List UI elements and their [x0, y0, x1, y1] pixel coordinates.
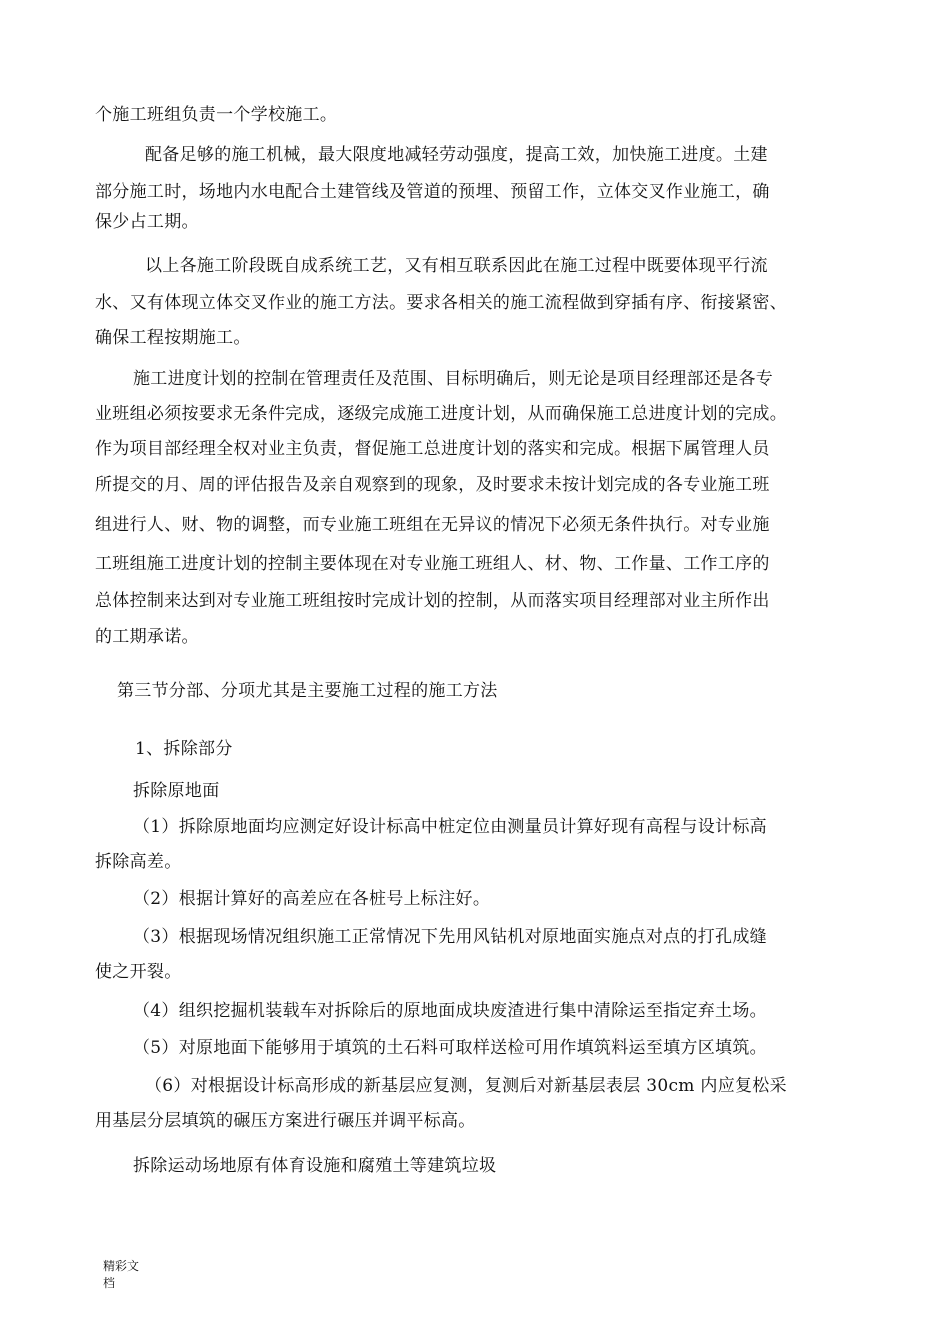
text-line: 以上各施工阶段既自成系统工艺，又有相互联系因此在施工过程中既要体现平行流: [145, 256, 768, 276]
text-line: 施工进度计划的控制在管理责任及范围、目标明确后，则无论是项目经理部还是各专: [133, 369, 774, 389]
section-heading: 第三节分部、分项尤其是主要施工过程的施工方法: [117, 681, 498, 701]
text-line: 作为项目部经理全权对业主负责，督促施工总进度计划的落实和完成。根据下属管理人员: [95, 439, 770, 459]
text-line: 总体控制来达到对专业施工班组按时完成计划的控制，从而落实项目经理部对业主所作出: [95, 591, 770, 611]
list-item: 用基层分层填筑的碾压方案进行碾压并调平标高。: [95, 1111, 476, 1131]
list-item: 拆除高差。: [95, 852, 182, 872]
text-line: 业班组必须按要求无条件完成，逐级完成施工进度计划，从而确保施工总进度计划的完成。: [95, 404, 787, 424]
text-line: 确保工程按期施工。: [95, 328, 251, 348]
footer-line: 精彩文: [103, 1259, 140, 1273]
text-line: 保少占工期。: [95, 212, 199, 232]
footer-line: 档: [103, 1276, 116, 1290]
list-item: 使之开裂。: [95, 962, 182, 982]
list-item: （1）拆除原地面均应测定好设计标高中桩定位由测量员计算好现有高程与设计标高: [133, 817, 767, 837]
text-line: 工班组施工进度计划的控制主要体现在对专业施工班组人、材、物、工作量、工作工序的: [95, 554, 770, 574]
list-item: （5）对原地面下能够用于填筑的土石料可取样送检可用作填筑料运至填方区填筑。: [133, 1038, 767, 1058]
list-item: （4）组织挖掘机装载车对拆除后的原地面成块废渣进行集中清除运至指定弃土场。: [133, 1001, 767, 1021]
text-line: 个施工班组负责一个学校施工。: [95, 105, 338, 125]
text-line: 组进行人、财、物的调整，而专业施工班组在无异议的情况下必须无条件执行。对专业施: [95, 515, 770, 535]
list-item: （3）根据现场情况组织施工正常情况下先用风钻机对原地面实施点对点的打孔成缝: [133, 927, 767, 947]
subsection-heading: 1、拆除部分: [135, 739, 233, 759]
text-line: 的工期承诺。: [95, 627, 199, 647]
item-heading: 拆除原地面: [133, 781, 220, 801]
item-heading: 拆除运动场地原有体育设施和腐殖土等建筑垃圾: [133, 1156, 497, 1176]
text-line: 所提交的月、周的评估报告及亲自观察到的现象，及时要求未按计划完成的各专业施工班: [95, 475, 770, 495]
list-item: （6）对根据设计标高形成的新基层应复测，复测后对新基层表层 30cm 内应复松采: [145, 1076, 787, 1096]
text-line: 水、又有体现立体交叉作业的施工方法。要求各相关的施工流程做到穿插有序、衔接紧密、: [95, 293, 787, 313]
list-item: （2）根据计算好的高差应在各桩号上标注好。: [133, 889, 491, 909]
page-footer: [103, 1258, 139, 1292]
text-line: 配备足够的施工机械，最大限度地减轻劳动强度，提高工效，加快施工进度。土建: [145, 145, 768, 165]
text-line: 部分施工时，场地内水电配合土建管线及管道的预埋、预留工作，立体交叉作业施工，确: [95, 182, 770, 202]
